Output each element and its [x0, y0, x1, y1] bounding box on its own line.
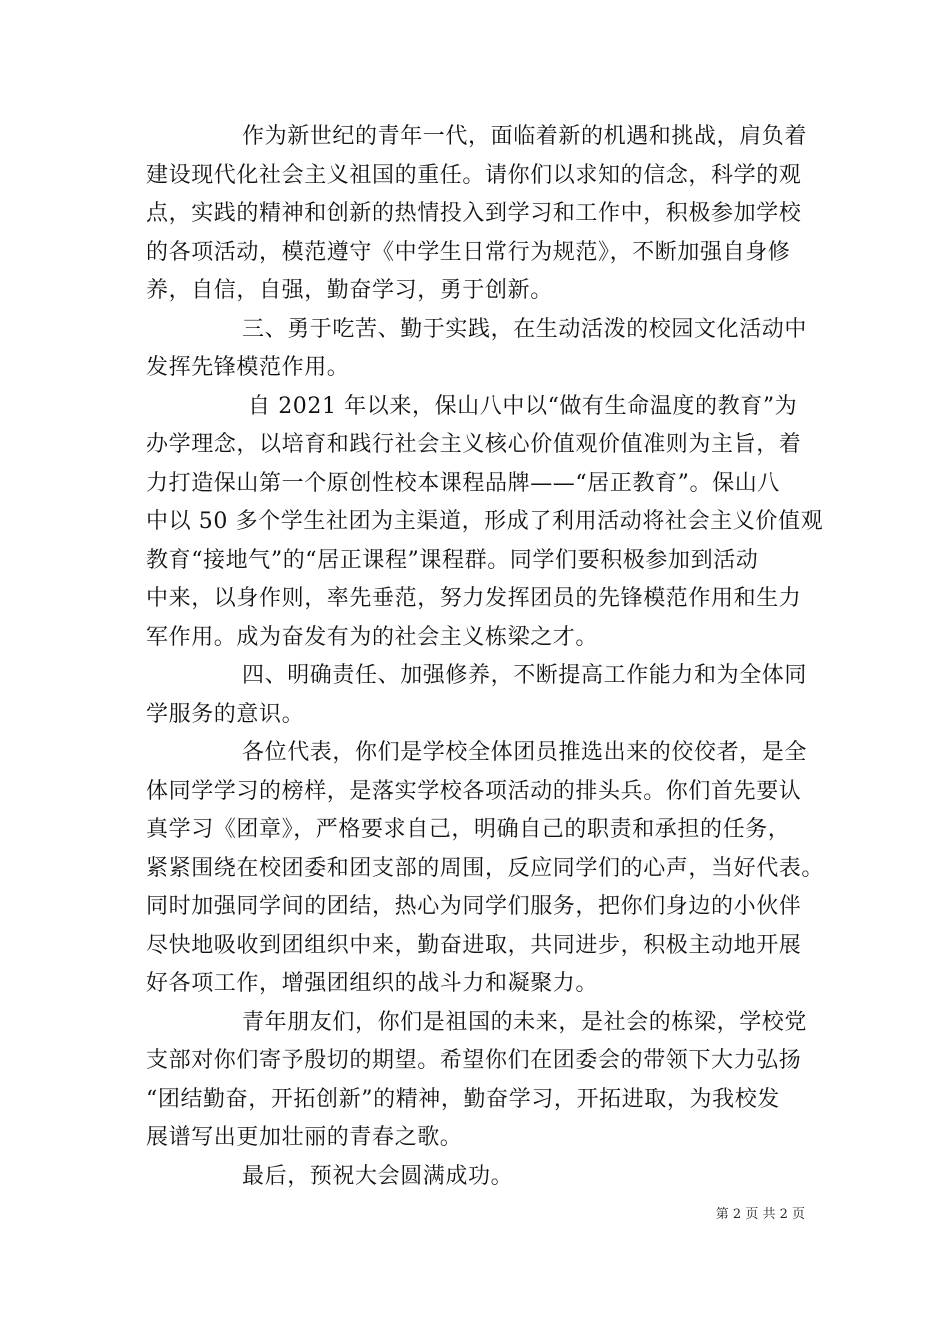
text-line: 养，自信，自强，勤奋学习，勇于创新。 — [146, 278, 553, 303]
text-line: 紧紧围绕在校团委和团支部的周围，反应同学们的心声，当好代表。 — [146, 855, 825, 881]
section-heading-three — [146, 311, 826, 388]
page-number: 第 2 页 共 2 页 — [715, 1207, 805, 1222]
text-line: 力打造保山第一个原创性校本课程品牌——“居正教育”。保山八 — [146, 470, 780, 496]
text-line: “团结勤奋，开拓创新”的精神，勤奋学习，开拓进取，为我校发 — [146, 1086, 780, 1112]
paragraph-school-philosophy — [146, 388, 826, 658]
text-line: 军作用。成为奋发有为的社会主义栋梁之才。 — [146, 624, 599, 650]
text-line: 尽快地吸收到团组织中来，勤奋进取，共同进步，积极主动地开展 — [146, 932, 802, 958]
paragraph-representatives — [146, 734, 826, 1004]
text-line: 自 2021 年以来，保山八中以“做有生命温度的教育”为 — [248, 393, 798, 419]
text-line: 体同学学习的榜样，是落实学校各项活动的排头兵。你们首先要认 — [146, 778, 802, 804]
text-line: 中来，以身作则，率先垂范，努力发挥团员的先锋模范作用和生力 — [146, 586, 802, 611]
paragraph-closing — [146, 1158, 826, 1197]
text-line: 同时加强同学间的团结，热心为同学们服务，把你们身边的小伙伴 — [146, 894, 802, 919]
text-line: 的各项活动，模范遵守《中学生日常行为规范》，不断加强自身修 — [146, 239, 791, 265]
text-line: 展谱写出更加壮丽的青春之歌。 — [146, 1125, 463, 1150]
text-line: 好各项工作，增强团组织的战斗力和凝聚力。 — [146, 971, 599, 996]
text-line: 学服务的意识。 — [146, 701, 305, 727]
paragraph-young-friends — [146, 1004, 826, 1158]
text-line: 最后，预祝大会圆满成功。 — [242, 1163, 514, 1189]
text-line: 中以 50 多个学生社团为主渠道，形成了利用活动将社会主义价值观 — [146, 509, 824, 534]
paragraph-youth-mission — [146, 118, 826, 311]
text-line: 办学理念，以培育和践行社会主义核心价值观价值准则为主旨，着 — [146, 432, 802, 457]
text-line: 点，实践的精神和创新的热情投入到学习和工作中，积极参加学校 — [146, 201, 802, 226]
text-line: 真学习《团章》，严格要求自己，明确自己的职责和承担的任务， — [146, 817, 791, 842]
text-line: 三、勇于吃苦、勤于实践，在生动活泼的校园文化活动中 — [242, 316, 808, 342]
text-line: 作为新世纪的青年一代，面临着新的机遇和挑战，肩负着 — [242, 124, 808, 149]
section-heading-four — [146, 657, 826, 734]
document-body — [146, 118, 826, 1196]
text-line: 发挥先锋模范作用。 — [146, 355, 350, 380]
text-line: 支部对你们寄予殷切的期望。希望你们在团委会的带领下大力弘扬 — [146, 1048, 802, 1073]
text-line: 建设现代化社会主义祖国的重任。请你们以求知的信念，科学的观 — [146, 162, 802, 188]
text-line: 四、明确责任、加强修养，不断提高工作能力和为全体同 — [242, 663, 808, 688]
text-line: 各位代表，你们是学校全体团员推选出来的佼佼者，是全 — [242, 740, 808, 765]
text-line: 教育“接地气”的“居正课程”课程群。同学们要积极参加到活动 — [146, 547, 759, 573]
text-line: 青年朋友们，你们是祖国的未来，是社会的栋梁，学校党 — [242, 1009, 808, 1035]
